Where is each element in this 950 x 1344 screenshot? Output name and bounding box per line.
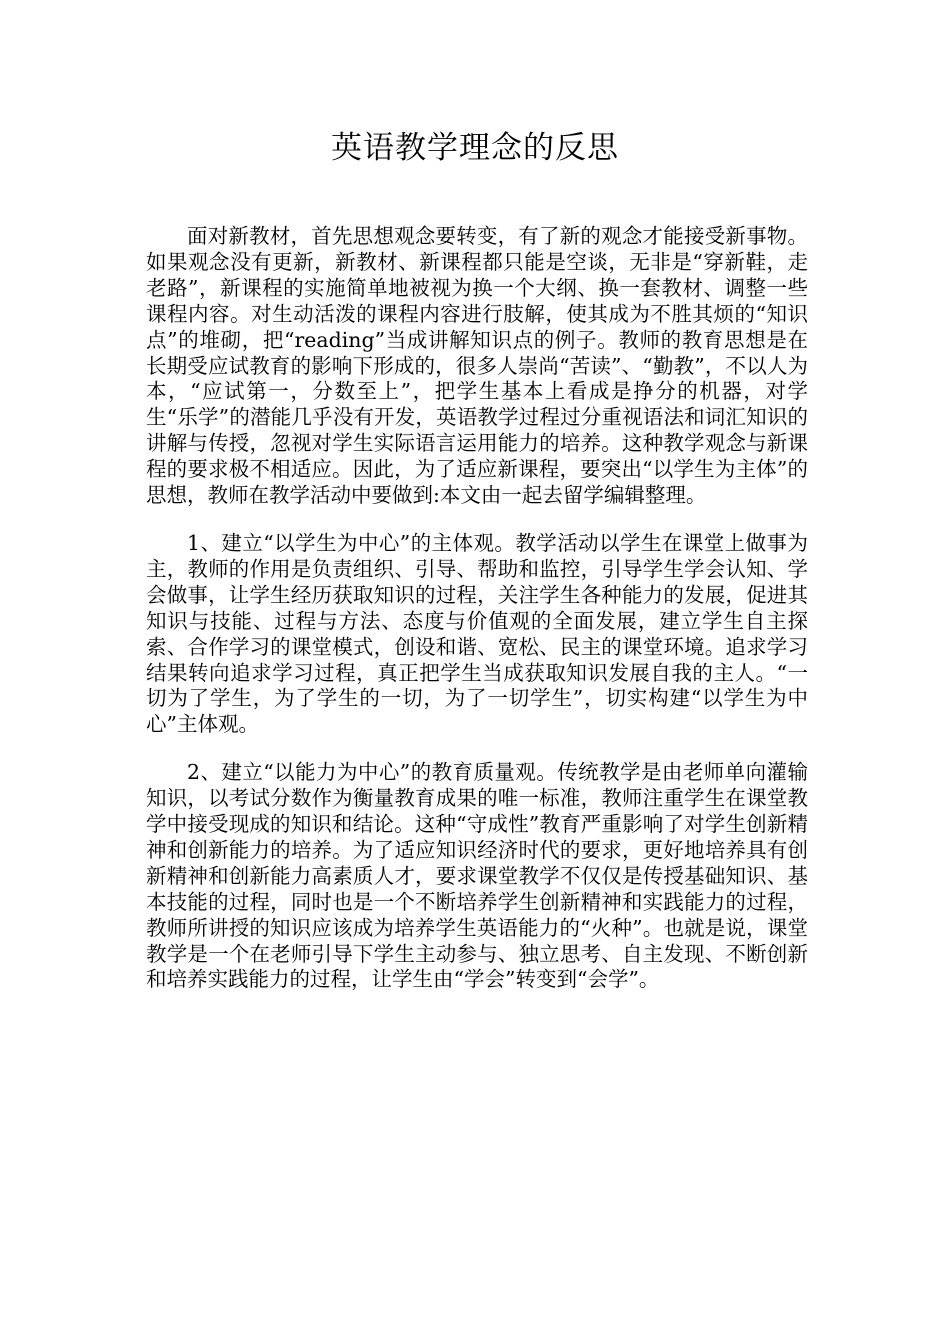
paragraph-point-1: 1、建立“以学生为中心”的主体观。教学活动以学生在课堂上做事为主，教师的作用是负责组织、引导、帮助和监控，引导学生学会认知、学会做事，让学生经历获取知识的过程，关注学生各种能力的发展，促进其知识与技能、过程与方法、态度与价值观的全面发展，建立学生自主探索、合作学习的课堂模式，创设和谐、宽松、民主的课堂环境。追求学习结果转向追求学习过程，真正把学生当成获取知识发展自我的主人。“一切为了学生，为了学生的一切，为了一切学生”，切实构建“以学生为中心”主体观。 xyxy=(146,530,808,737)
paragraph-intro: 面对新教材，首先思想观念要转变，有了新的观念才能接受新事物。如果观念没有更新，新教材、新课程都只能是空谈，无非是“穿新鞋，走老路”，新课程的实施简单地被视为换一个大纲、换一套教材、调整一些课程内容。对生动活泼的课程内容进行肢解，使其成为不胜其烦的“知识点”的堆砌，把“reading”当成讲解知识点的例子。教师的教育思想是在长期受应试教育的影响下形成的，很多人崇尚“苦读”、“勤教”，不以人为本，“应试第一，分数至上”，把学生基本上看成是挣分的机器，对学生“乐学”的潜能几乎没有开发，英语教学过程过分重视语法和词汇知识的讲解与传授，忽视对学生实际语言运用能力的培养。这种教学观念与新课程的要求极不相适应。因此，为了适应新课程，要突出“以学生为主体”的思想，教师在教学活动中要做到:本文由一起去留学编辑整理。 xyxy=(146,224,808,508)
document-body xyxy=(146,224,808,1015)
paragraph-point-2: 2、建立“以能力为中心”的教育质量观。传统教学是由老师单向灌输知识，以考试分数作为衡量教育成果的唯一标准，教师注重学生在课堂教学中接受现成的知识和结论。这种“守成性”教育严重影响了对学生创新精神和创新能力的培养。为了适应知识经济时代的要求，更好地培养具有创新精神和创新能力高素质人才，要求课堂教学不仅仅是传授基础知识、基本技能的过程，同时也是一个不断培养学生创新精神和实践能力的过程，教师所讲授的知识应该成为培养学生英语能力的“火种”。也就是说，课堂教学是一个在老师引导下学生主动参与、独立思考、自主发现、不断创新和培养实践能力的过程，让学生由“学会”转变到“会学”。 xyxy=(146,760,808,992)
document-title: 英语教学理念的反思 xyxy=(331,130,619,166)
